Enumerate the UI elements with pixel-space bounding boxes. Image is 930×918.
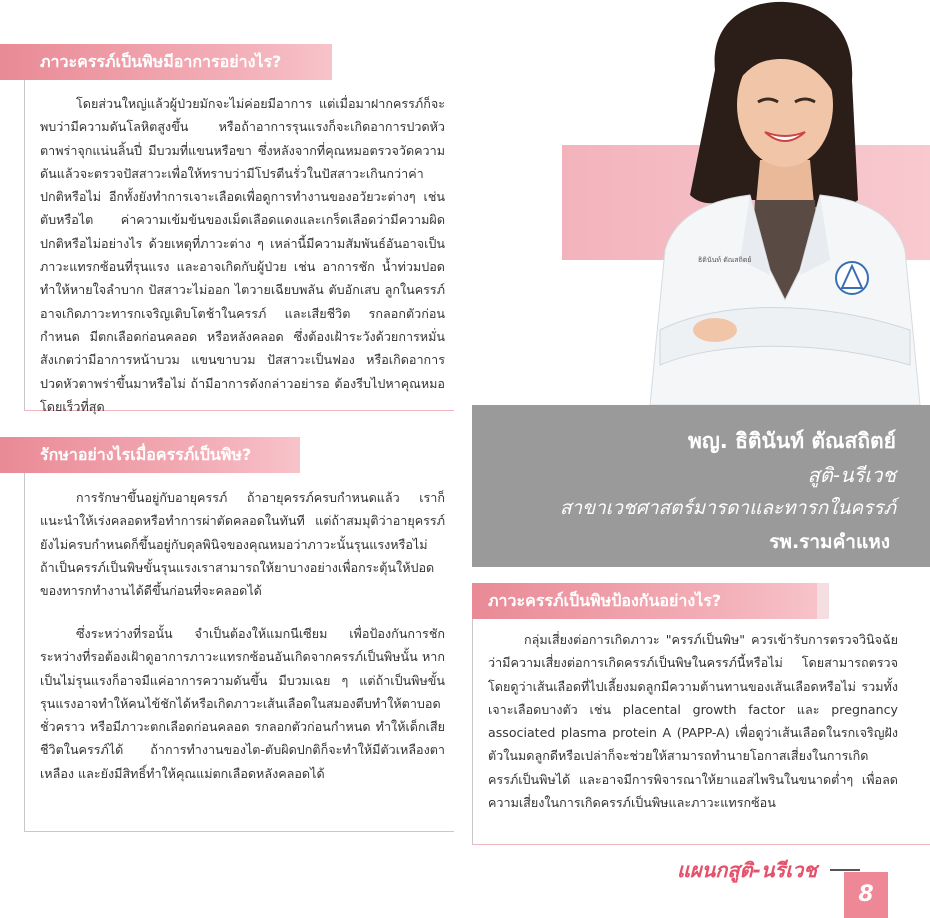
page-number: 8 [844, 872, 888, 918]
section1-paragraph: โดยส่วนใหญ่แล้วผู้ป่วยมักจะไม่ค่อยมีอาการ แต่เมื่อมาฝากครรภ์ก็จะพบว่ามีความดันโลหิตสูงขึ้น หรือถ้าอาการรุนแรงก็จะเกิดอาการปวดหัวตาพร่าจุกแน่นลิ้นปี่ มีบวมที่แขนหรือขา ซึ่งหลังจากที่คุณหมอตรวจวัดความดันแล้วจะตรวจปัสสาวะเพื่อให้ทราบว่ามีโปรตีนรั่วในปัสสาวะเกินกว่าค่าปกติหรือไม่ อีกทั้งยังทำการเจาะเลือดเพื่อดูการทำงานของอวัยวะต่างๆ เช่น ตับหรือไต ค่าความเข้มข้นของเม็ดเลือดแดงและเกร็ดเลือดว่ามีความผิดปกติหรือไม่อย่างไร ด้วยเหตุที่ภาวะต่าง ๆ เหล่านี้มีความสัมพันธ์อันอาจเป็นภาวะแทรกซ้อนที่รุนแรง และอาจเกิดกับผู้ป่วย เช่น อาการชัก น้ำท่วมปอด ทำให้หายใจลำบาก ปัสสาวะไม่ออก ไตวายเฉียบพลัน ตับอักเสบ ลูกในครรภ์อาจเกิดภาวะทารกเจริญเติบโตช้าในครรภ์ และเสียชีวิต รกลอกตัวก่อนกำหนด มีตกเลือดก่อนคลอด หรือหลังคลอด ซึ่งต้องเฝ้าระวังด้วยการหมั่นสังเกตว่ามีอาการหน้าบวม แขนขาบวม ปัสสาวะเป็นฟอง หรือเกิดอาการปวดหัวตาพร่าขึ้นมาหรือไม่ ถ้ามีอาการดังกล่าวอย่ารอ ต้องรีบไปหาคุณหมอโดยเร็วที่สุด [40, 96, 445, 414]
section3-frame-left [472, 619, 473, 844]
footer-rule [830, 869, 860, 871]
doctor-hospital: รพ.รามคำแหง [769, 531, 890, 553]
section2-title: รักษาอย่างไรเมื่อครรภ์เป็นพิษ? [40, 445, 252, 464]
footer-department: แผนกสูติ-นรีเวช [677, 858, 817, 882]
section3-paragraph: กลุ่มเสี่ยงต่อการเกิดภาวะ "ครรภ์เป็นพิษ" ควรเข้ารับการตรวจวินิจฉัยว่ามีความเสี่ยงต่อการเกิดครรภ์เป็นพิษในครรภ์นี้หรือไม่ โดยสามารถตรวจโดยดูว่าเส้นเลือดที่ไปเลี้ยงมดลูกมีความต้านทานของเส้นเลือดหรือไม่ รวมทั้งเจาะเลือดบางตัว เช่น placental growth factor และ pregnancy associated plasma protein A (PAPP-A) เพื่อดูว่าเส้นเลือดในรกเจริญฝังตัวในมดลูกดีหรือเปล่าก็จะช่วยให้สามารถทำนายโอกาสเสี่ยงในการเกิดครรภ์เป็นพิษได้ และอาจมีการพิจารณาให้ยาแอสไพรินในขนาดต่ำๆ เพื่อลดความเสี่ยงในการเกิดครรภ์เป็นพิษและภาวะแทรกซ้อน [488, 632, 898, 811]
section2-paragraph-1: การรักษาขึ้นอยู่กับอายุครรภ์ ถ้าอายุครรภ์ครบกำหนดแล้ว เราก็แนะนำให้เร่งคลอดหรือทำการผ่าตัดคลอดในทันที แต่ถ้าสมมุติว่าอายุครรภ์ยังไม่ครบกำหนดก็ขึ้นอยู่กับดุลพินิจของคุณหมอว่าภาวะนั้นรุนแรงหรือไม่ ถ้าเป็นครรภ์เป็นพิษขั้นรุนแรงเราสามารถให้ยาบางอย่างเพื่อกระตุ้นให้ปอดของทารกทำงานได้ดีขึ้นก่อนที่จะคลอดได้ [40, 490, 445, 599]
doctor-role: สูติ-นรีเวช [807, 463, 896, 487]
coat-embroidery: ธิตินันท์ ตัณสถิตย์ [698, 256, 752, 264]
section1-frame-left [24, 80, 25, 410]
section2-paragraph-2: ซึ่งระหว่างที่รอนั้น จำเป็นต้องให้แมกนีเซียม เพื่อป้องกันการชัก ระหว่างที่รอต้องเฝ้าดูอาการภาวะแทรกซ้อนอันเกิดจากครรภ์เป็นพิษนั้น หากเป็นไม่รุนแรงก็อาจมีแค่อาการความดันขึ้น มีบวมเฉย ๆ แต่ถ้าเป็นพิษขั้นรุนแรงอาจทำให้คนไข้ชักได้หรือเกิดภาวะเส้นเลือดในสมองตีบทำให้ตาบอดชั่วคราว หรือมีภาวะตกเลือดก่อนคลอด รกลอกตัวก่อนกำหนด ทำให้เด็กเสียชีวิตในครรภ์ได้ ถ้าการทำงานของไต-ตับผิดปกติก็จะทำให้มีตัวเหลืองตาเหลือง และยังมีสิทธิ์ทำให้คุณแม่ตกเลือดหลังคลอดได้ [40, 626, 445, 781]
doctor-name-panel [472, 405, 930, 567]
doctor-portrait [620, 0, 930, 405]
section2-frame-left [24, 473, 25, 831]
section3-title: ภาวะครรภ์เป็นพิษป้องกันอย่างไร? [488, 591, 722, 610]
doctor-name: พญ. ธิตินันท์ ตัณสถิตย์ [688, 429, 896, 453]
section2-frame-bottom [24, 831, 454, 832]
section1-title: ภาวะครรภ์เป็นพิษมีอาการอย่างไร? [40, 52, 282, 71]
doctor-department: สาขาเวชศาสตร์มารดาและทารกในครรภ์ [559, 497, 896, 519]
section3-frame-bottom [472, 844, 930, 845]
